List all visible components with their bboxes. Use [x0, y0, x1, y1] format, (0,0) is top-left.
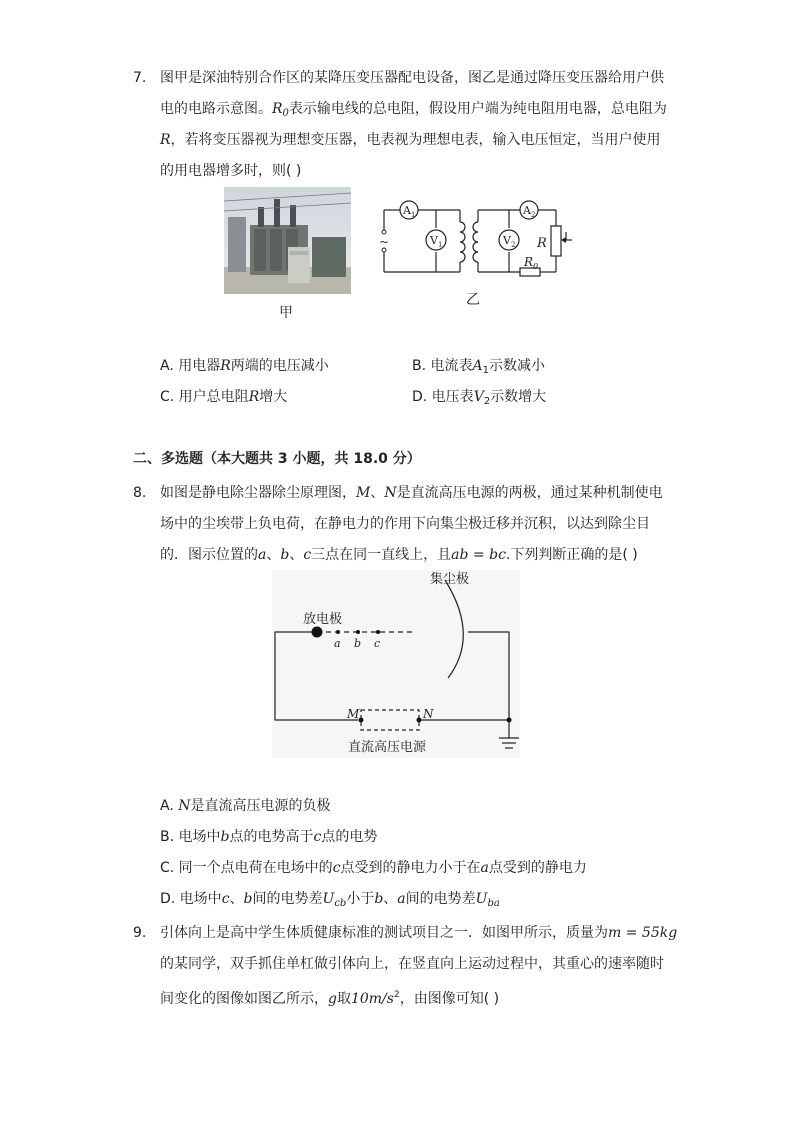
emitter-label: 放电极 [303, 612, 343, 627]
r0-label: $R_0$ [524, 255, 539, 271]
q9-line1: 引体向上是高中学生体质健康标准的测试项目之一．如图甲所示，质量为m = 55kg [160, 925, 678, 941]
caption-yi: 乙 [466, 292, 480, 308]
q7-option-a[interactable]: A. 用电器R两端的电压减小 [160, 358, 329, 374]
precipitator-diagram [268, 566, 524, 762]
point-a-label: a [334, 637, 341, 650]
a1-label: $A_1$ [403, 204, 416, 219]
q8-line3: 的．图示位置的a、b、c三点在同一直线上，且ab = bc.下列判断正确的是( ) [160, 547, 638, 563]
q7-line1: 图甲是深油特别合作区的某降压变压器配电设备，图乙是通过降压变压器给用户供 [160, 70, 664, 86]
q7-line2: 电的电路示意图。$R_0$表示输电线的总电阻，假设用户端为纯电阻用电器，总电阻为 [160, 101, 667, 119]
v2-label: $V_2$ [503, 234, 516, 249]
q8-line2: 场中的尘埃带上负电荷，在静电力的作用下向集尘极迁移并沉积，以达到除尘目 [160, 516, 650, 532]
q7-line3: R，若将变压器视为理想变压器，电表视为理想电表，输入电压恒定，当用户使用 [160, 132, 661, 148]
caption-jia: 甲 [279, 305, 293, 321]
q9-line2: 的某同学，双手抓住单杠做引体向上，在竖直向上运动过程中，其重心的速率随时 [160, 956, 664, 972]
q8-option-a[interactable]: A. N是直流高压电源的负极 [160, 798, 331, 814]
q8-number: 8. [133, 485, 147, 501]
ac-symbol: ~ [379, 235, 390, 249]
m-label: M [347, 707, 360, 721]
q7-option-d[interactable]: D. 电压表$V_2$示数增大 [412, 389, 547, 407]
v1-label: $V_1$ [430, 234, 443, 249]
point-c-label: c [374, 637, 381, 650]
q9-number: 9. [133, 925, 147, 941]
a2-label: $A_2$ [523, 204, 536, 219]
collector-label: 集尘极 [430, 572, 470, 587]
q7-option-b[interactable]: B. 电流表$A_1$示数减小 [412, 358, 546, 376]
section-heading: 二、多选题（本大题共 3 小题，共 18.0 分） [133, 451, 421, 467]
q7-line4: 的用电器增多时，则( ) [160, 163, 302, 179]
q8-option-c[interactable]: C. 同一个点电荷在电场中的c点受到的静电力小于在a点受到的静电力 [160, 860, 587, 876]
point-b-label: b [354, 637, 362, 650]
q8-option-b[interactable]: B. 电场中b点的电势高于c点的电势 [160, 829, 378, 845]
source-label: 直流高压电源 [348, 740, 427, 755]
circuit-diagram [370, 192, 585, 292]
transformer-photo [224, 187, 351, 294]
n-label: N [423, 707, 434, 721]
q8-line1: 如图是静电除尘器除尘原理图，M、N是直流高压电源的两极，通过某种机制使电 [160, 485, 663, 501]
q9-line3: 间变化的图像如图乙所示，g取$10m/s^2$，由图像可知( ) [160, 990, 500, 1007]
q7-option-c[interactable]: C. 用户总电阻R增大 [160, 389, 288, 405]
q8-option-d[interactable]: D. 电场中c、b间的电势差$U_{cb}$小于b、a间的电势差$U_{ba}$ [160, 891, 500, 909]
q7-number: 7. [133, 70, 147, 86]
r-label: R [537, 236, 547, 251]
